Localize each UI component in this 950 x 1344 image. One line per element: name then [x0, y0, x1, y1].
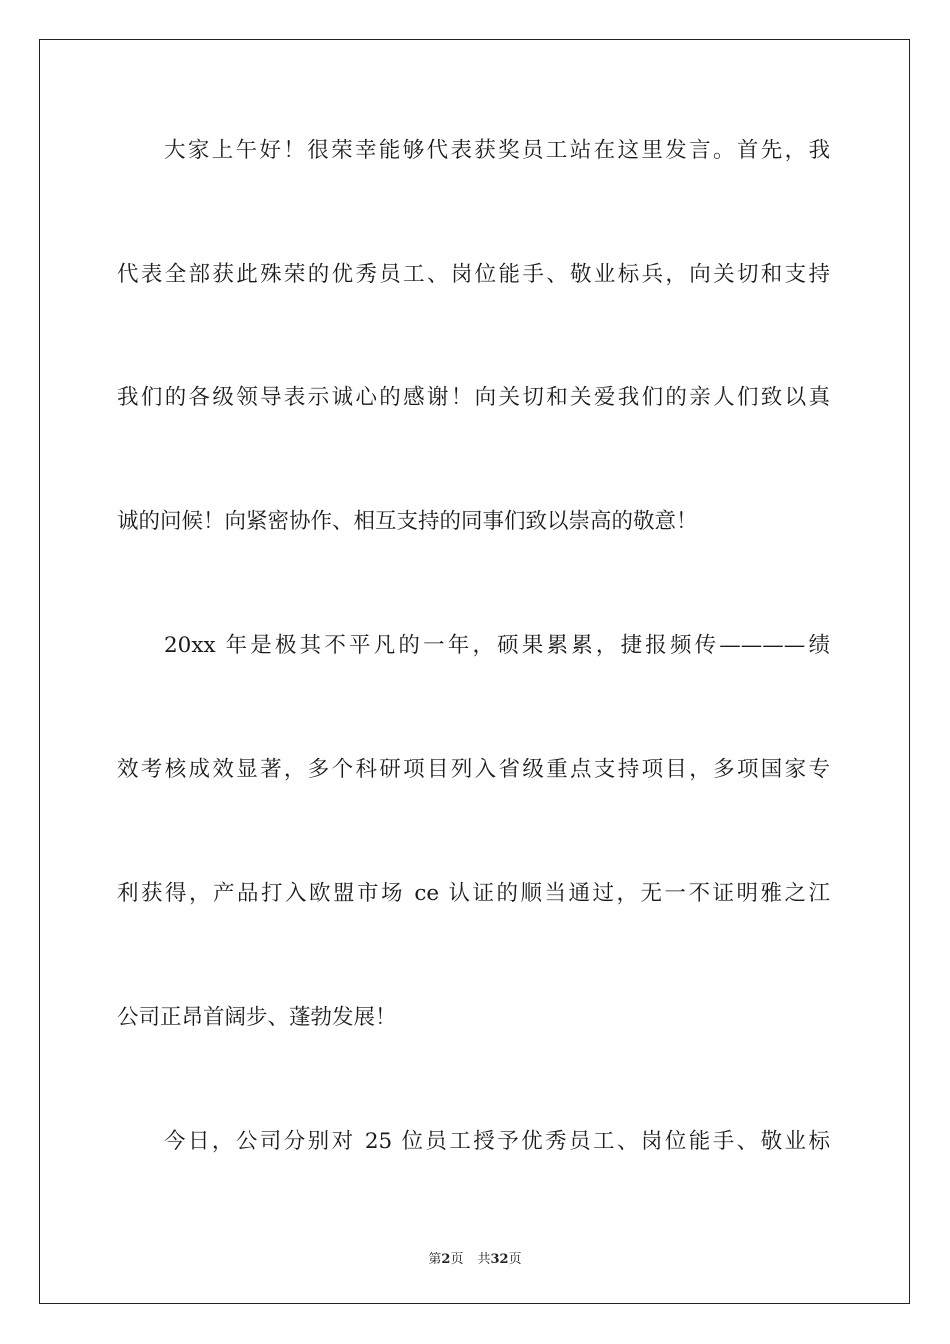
page-unit: 页: [450, 1252, 464, 1267]
paragraph-1-line-4: 诚的问候！向紧密协作、相互支持的同事们致以崇高的敬意！: [117, 509, 698, 534]
page-footer: [0, 1248, 950, 1267]
paragraph-2-line-1: 20xx 年是极其不平凡的一年，硕果累累，捷报频传————绩: [164, 633, 830, 658]
paragraph-1-line-3: 我们的各级领导表示诚心的感谢！向关切和关爱我们的亲人们致以真: [117, 385, 830, 410]
paragraph-3-line-1: 今日，公司分别对 25 位员工授予优秀员工、岗位能手、敬业标: [164, 1129, 830, 1154]
total-prefix: 共: [477, 1252, 491, 1267]
current-page-number: 2: [441, 1252, 451, 1267]
paragraph-2-line-3: 利获得，产品打入欧盟市场 ce 认证的顺当通过，无一不证明雅之江: [117, 881, 830, 906]
paragraph-1-line-2: 代表全部获此殊荣的优秀员工、岗位能手、敬业标兵，向关切和支持: [117, 262, 830, 287]
paragraph-2-line-2: 效考核成效显著，多个科研项目列入省级重点支持项目，多项国家专: [117, 757, 830, 782]
total-page-count: 32: [490, 1252, 509, 1267]
paragraph-1-line-1: 大家上午好！很荣幸能够代表获奖员工站在这里发言。首先，我: [164, 138, 830, 163]
page-border: [39, 39, 910, 1304]
paragraph-2-line-4: 公司正昂首阔步、蓬勃发展！: [117, 1005, 397, 1030]
total-unit: 页: [508, 1252, 522, 1267]
page-prefix: 第: [428, 1252, 442, 1267]
